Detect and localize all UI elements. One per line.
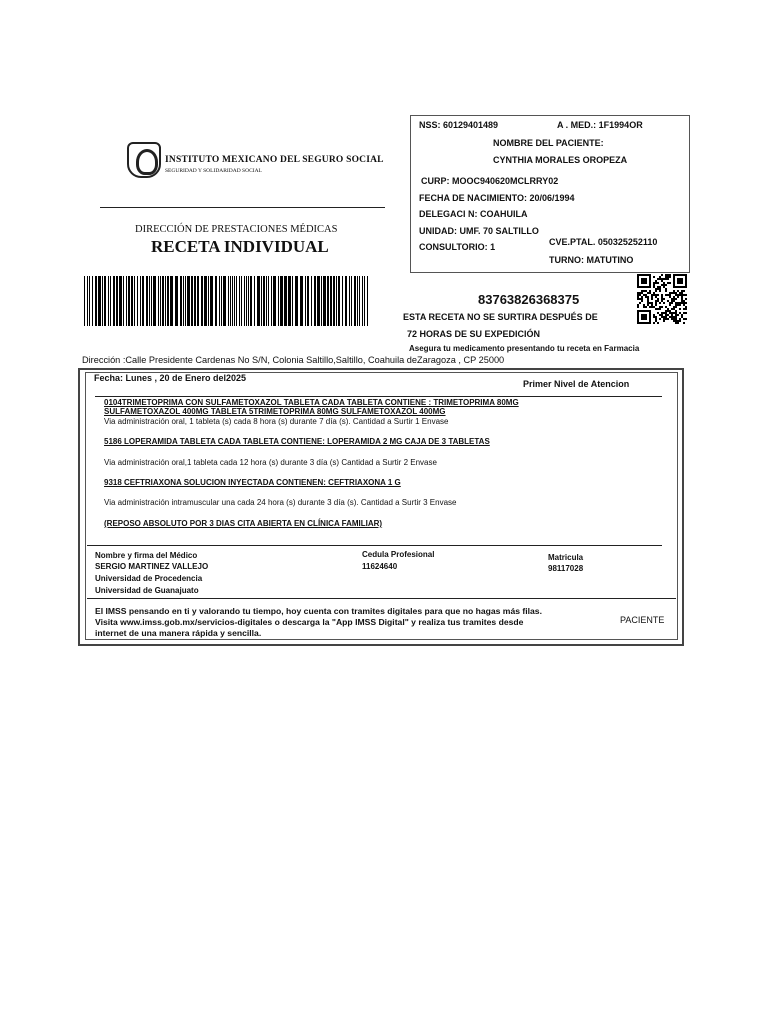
imss-eagle-icon — [127, 142, 161, 178]
nss: NSS: 60129401489 — [419, 120, 499, 130]
department-label: DIRECCIÓN DE PRESTACIONES MÉDICAS — [135, 224, 338, 235]
shift: TURNO: MATUTINO — [549, 255, 634, 265]
care-level: Primer Nivel de Atencion — [523, 379, 630, 389]
date: Fecha: Lunes , 20 de Enero del2025 — [94, 373, 247, 383]
page-title: RECETA INDIVIDUAL — [151, 237, 329, 256]
patient-name-label: NOMBRE DEL PACIENTE: — [493, 138, 604, 148]
imss-logo — [127, 142, 387, 182]
footer-line-1: El IMSS pensando en ti y valorando tu tiempo, hoy cuenta con tramites digitales para que no hagas más filas. — [95, 606, 542, 616]
doctor-divider — [87, 598, 676, 599]
doctor-name: SERGIO MARTINEZ VALLEJO — [95, 562, 209, 571]
med-3-dose: Via administración intramuscular una cada 24 hora (s) durante 3 día (s). Cantidad a Surtir 3 Envase — [104, 498, 457, 507]
institution-subtitle: SEGURIDAD Y SOLIDARIDAD SOCIAL — [165, 168, 262, 174]
delegation: DELEGACI N: COAHUILA — [419, 209, 528, 219]
med-2-line-1: 5186 LOPERAMIDA TABLETA CADA TABLETA CONTIENE: LOPERAMIDA 2 MG CAJA DE 3 TABLETAS — [104, 437, 490, 446]
cve-ptal: CVE.PTAL. 050325252110 — [549, 237, 658, 247]
validity-line-1: ESTA RECETA NO SE SURTIRA DESPUÉS DE — [403, 312, 598, 322]
a-med: A . MED.: 1F1994OR — [557, 120, 643, 130]
copy-label: PACIENTE — [620, 615, 665, 625]
header-divider — [100, 207, 385, 208]
birth-date: FECHA DE NACIMIENTO: 20/06/1994 — [419, 193, 575, 203]
address: Dirección :Calle Presidente Cardenas No S/N, Colonia Saltillo,Saltillo, Coahuila deZaragoza , CP 25000 — [82, 355, 505, 365]
barcode — [84, 276, 372, 326]
medical-unit: UNIDAD: UMF. 70 SALTILLO — [419, 226, 539, 236]
license-label: Cedula Profesional — [362, 550, 435, 559]
med-1-dose: Via administración oral, 1 tableta (s) cada 8 hora (s) durante 7 día (s). Cantidad a Surtir 1 Envase — [104, 417, 449, 426]
date-divider — [95, 396, 662, 397]
institution-name: INSTITUTO MEXICANO DEL SEGURO SOCIAL — [165, 155, 384, 165]
med-2-dose: Via administración oral,1 tableta cada 12 hora (s) durante 3 día (s) Cantidad a Surtir 2 Envase — [104, 458, 437, 467]
enrollment-number: 98117028 — [548, 564, 584, 573]
university-label: Universidad de Procedencia — [95, 574, 203, 583]
footer-line-2: Visita www.imss.gob.mx/servicios-digitales o descarga la "App IMSS Digital" y realiza tus tramites desde — [95, 617, 524, 627]
university: Universidad de Guanajuato — [95, 586, 199, 595]
patient-info-box — [410, 115, 690, 273]
footer-line-3: internet de una manera rápida y sencilla. — [95, 628, 262, 638]
folio-number: 83763826368375 — [478, 292, 580, 307]
med-3-line-1: 9318 CEFTRIAXONA SOLUCION INYECTADA CONTIENEN: CEFTRIAXONA 1 G — [104, 478, 401, 487]
qr-code — [637, 274, 687, 324]
meds-divider — [87, 545, 662, 546]
license-number: 11624640 — [362, 562, 398, 571]
pharmacy-note: Asegura tu medicamento presentando tu receta en Farmacia — [409, 344, 640, 353]
office: CONSULTORIO: 1 — [419, 242, 496, 252]
indication: (REPOSO ABSOLUTO POR 3 DIAS CITA ABIERTA EN CLÍNICA FAMILIAR) — [104, 519, 383, 528]
doctor-sign-label: Nombre y firma del Médico — [95, 551, 198, 560]
patient-name: CYNTHIA MORALES OROPEZA — [493, 155, 628, 165]
validity-line-2: 72 HORAS DE SU EXPEDICIÓN — [407, 329, 541, 339]
curp: CURP: MOOC940620MCLRRY02 — [421, 176, 559, 186]
enrollment-label: Matricula — [548, 553, 584, 562]
med-1-line-1: 0104TRIMETOPRIMA CON SULFAMETOXAZOL TABLETA CADA TABLETA CONTIENE : TRIMETOPRIMA 80MG — [104, 398, 519, 407]
med-1-line-2: SULFAMETOXAZOL 400MG TABLETA 5TRIMETOPRIMA 80MG SULFAMETOXAZOL 400MG — [104, 407, 446, 416]
